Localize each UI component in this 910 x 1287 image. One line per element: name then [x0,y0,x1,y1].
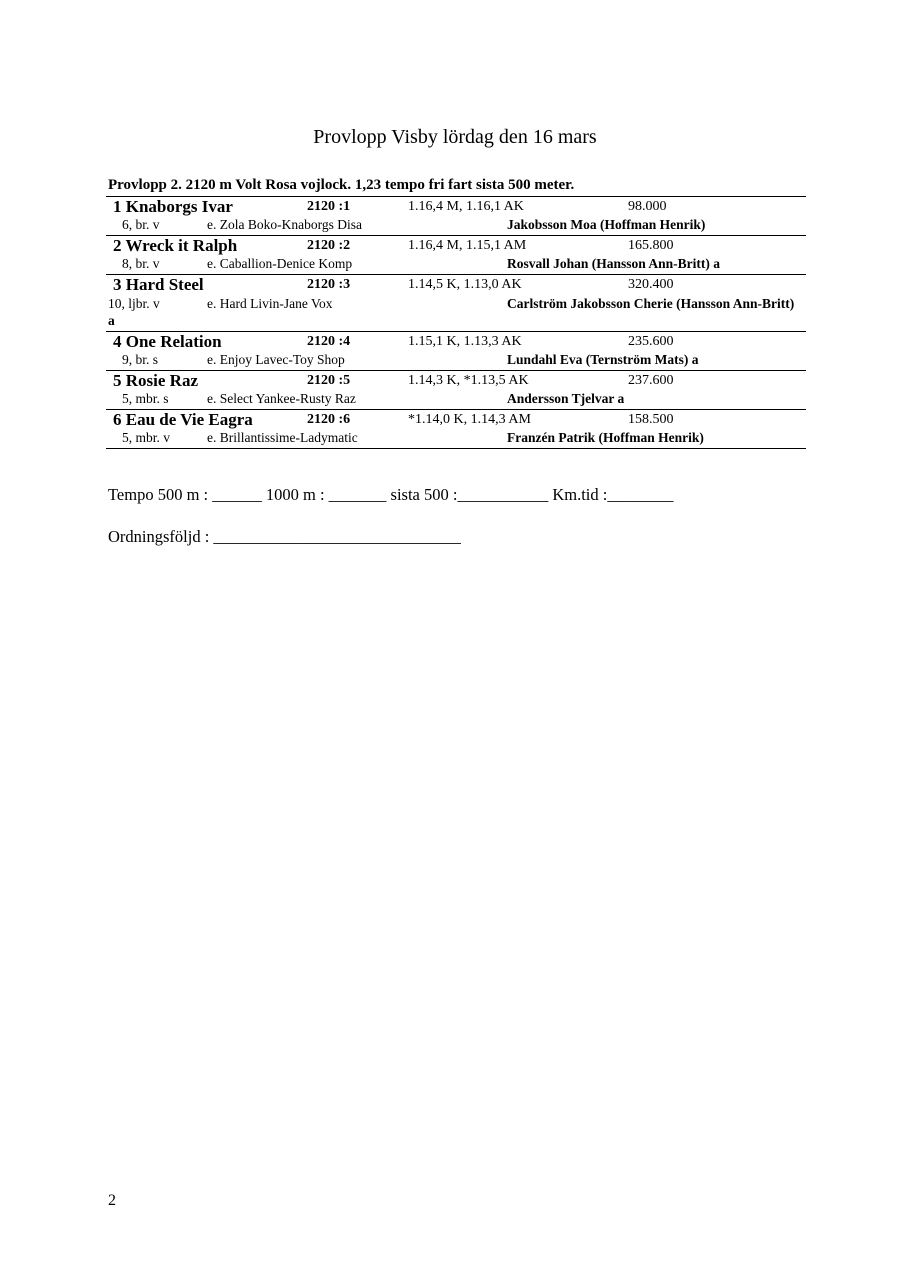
start-distance: 2120 :4 [307,334,351,349]
entry-3 [106,275,806,332]
records: 1.15,1 K, 1.13,3 AK [408,334,522,349]
age-info: 8, br. v [122,256,160,271]
driver: Rosvall Johan (Hansson Ann-Britt) a [507,256,721,271]
start-distance: 2120 :1 [307,199,351,214]
records: 1.14,3 K, *1.13,5 AK [408,373,529,388]
earnings: 235.600 [628,334,674,349]
age-info: 5, mbr. v [122,430,171,445]
page-title: Provlopp Visby lördag den 16 mars [313,126,597,148]
race-table [106,196,806,449]
records: 1.16,4 M, 1.15,1 AM [408,238,527,253]
pedigree: e. Caballion-Denice Komp [207,256,353,271]
horse-name: 4 One Relation [113,332,222,351]
pedigree: e. Hard Livin-Jane Vox [207,296,333,311]
pedigree: e. Select Yankee-Rusty Raz [207,391,356,406]
order-line: Ordningsföljd : ______________________________ [108,527,461,546]
horse-name: 2 Wreck it Ralph [113,236,238,255]
entry-details [108,295,802,329]
entry-5 [106,371,806,410]
horse-name: 3 Hard Steel [113,275,204,294]
records: *1.14,0 K, 1.14,3 AM [408,412,531,427]
driver: Andersson Tjelvar a [507,391,625,406]
horse-name: 1 Knaborgs Ivar [113,197,233,216]
entry-2 [106,236,806,275]
page-number: 2 [108,1192,116,1209]
age-info: 5, mbr. s [122,391,169,406]
earnings: 158.500 [628,412,674,427]
pedigree: e. Brillantissime-Ladymatic [207,430,358,445]
horse-name: 6 Eau de Vie Eagra [113,410,253,429]
start-distance: 2120 :6 [307,412,351,427]
earnings: 237.600 [628,373,674,388]
start-distance: 2120 :5 [307,373,351,388]
pedigree: e. Enjoy Lavec-Toy Shop [207,352,345,367]
pedigree: e. Zola Boko-Knaborgs Disa [207,217,362,232]
driver: Franzén Patrik (Hoffman Henrik) [507,430,704,445]
start-distance: 2120 :3 [307,277,351,292]
entry-6 [106,410,806,449]
records: 1.16,4 M, 1.16,1 AK [408,199,524,214]
age-info: 9, br. s [122,352,159,367]
age-info: 10, ljbr. v [108,296,160,311]
age-info: 6, br. v [122,217,160,232]
earnings: 320.400 [628,277,674,292]
earnings: 98.000 [628,199,667,214]
driver: Carlström Jakobsson Cherie (Hansson Ann-Britt) a [108,296,795,328]
entry-1 [106,197,806,236]
entry-4 [106,332,806,371]
driver: Jakobsson Moa (Hoffman Henrik) [507,217,706,232]
driver: Lundahl Eva (Ternström Mats) a [507,352,699,367]
records: 1.14,5 K, 1.13,0 AK [408,277,522,292]
horse-name: 5 Rosie Raz [113,371,198,390]
tempo-line: Tempo 500 m : ______ 1000 m : _______ sista 500 :___________ Km.tid :________ [108,485,674,504]
start-distance: 2120 :2 [307,238,351,253]
earnings: 165.800 [628,238,674,253]
race-header: Provlopp 2. 2120 m Volt Rosa vojlock. 1,23 tempo fri fart sista 500 meter. [108,177,575,193]
